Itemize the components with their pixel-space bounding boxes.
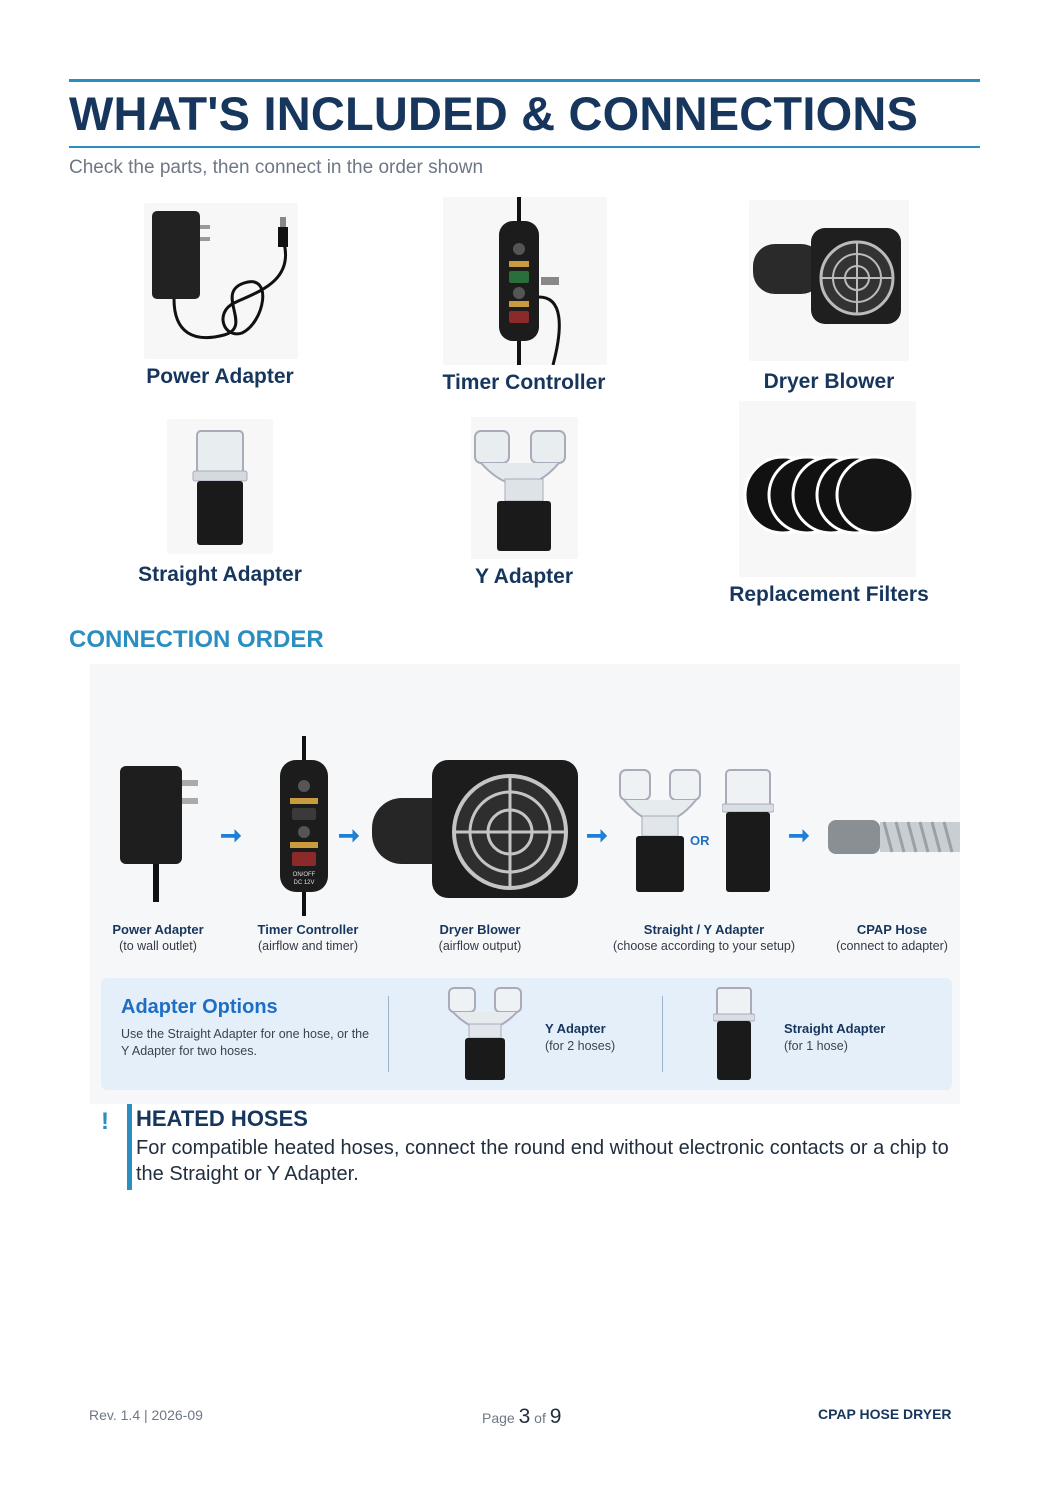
header-rule-top bbox=[69, 79, 980, 82]
page-total: 9 bbox=[549, 1405, 562, 1428]
step-desc: (connect to adapter) bbox=[836, 939, 948, 953]
page-subtitle: Check the parts, then connect in the order shown bbox=[69, 157, 484, 178]
diagram-cpap-hose-icon bbox=[826, 814, 960, 860]
controller-onoff-text: ON/OFF bbox=[292, 872, 316, 878]
note-bar bbox=[127, 1104, 132, 1190]
diagram-y-adapter-icon bbox=[618, 768, 706, 894]
page-title: WHAT'S INCLUDED & CONNECTIONS bbox=[69, 87, 919, 140]
page-of: of bbox=[534, 1410, 546, 1426]
adapter-options-desc: Use the Straight Adapter for one hose, or the Y Adapter for two hoses. bbox=[121, 1027, 370, 1058]
step-name: Dryer Blower bbox=[439, 922, 521, 937]
part-label-power-adapter: Power Adapter bbox=[146, 365, 294, 388]
diagram-straight-adapter-icon bbox=[722, 768, 774, 894]
page-word: Page bbox=[482, 1410, 515, 1426]
part-label-straight-adapter: Straight Adapter bbox=[138, 563, 302, 586]
straight-adapter-icon bbox=[167, 419, 273, 554]
option-y-adapter-icon bbox=[447, 986, 523, 1082]
step-name: Timer Controller bbox=[257, 922, 359, 937]
step-desc: (airflow output) bbox=[438, 939, 522, 953]
replacement-filters-icon bbox=[739, 401, 916, 577]
diagram-dryer-blower-icon bbox=[372, 754, 582, 914]
option-straight-desc: (for 1 hose) bbox=[784, 1039, 848, 1053]
controller-dc-text: DC 12V bbox=[293, 880, 315, 886]
adapter-options-title: Adapter Options bbox=[121, 996, 278, 1018]
step-name: Power Adapter bbox=[112, 922, 204, 937]
step-name: Straight / Y Adapter bbox=[643, 922, 765, 937]
flow-arrow-4: ➞ bbox=[788, 820, 810, 850]
or-label: OR bbox=[690, 833, 710, 848]
step-adapter bbox=[613, 922, 795, 953]
diagram-power-adapter-icon bbox=[116, 762, 206, 902]
step-desc: (choose according to your setup) bbox=[612, 939, 796, 953]
dryer-blower-icon bbox=[749, 200, 909, 361]
page-current: 3 bbox=[518, 1405, 531, 1428]
step-desc: (to wall outlet) bbox=[119, 939, 197, 953]
option-straight-adapter-icon bbox=[713, 986, 755, 1082]
step-power-adapter bbox=[112, 922, 203, 953]
flow-arrow-3: ➞ bbox=[586, 820, 608, 850]
warning-icon: ! bbox=[101, 1108, 109, 1135]
footer-revision: Rev. 1.4 | 2026-09 bbox=[89, 1407, 203, 1423]
flow-arrow-2: ➞ bbox=[338, 820, 360, 850]
step-name: CPAP Hose bbox=[856, 922, 928, 937]
connection-diagram bbox=[90, 664, 960, 1104]
step-desc: (airflow and timer) bbox=[257, 939, 359, 953]
note-title: HEATED HOSES bbox=[136, 1106, 308, 1131]
part-label-timer-controller: Timer Controller bbox=[442, 371, 606, 394]
option-y-name: Y Adapter bbox=[545, 1021, 606, 1036]
footer-page-number bbox=[482, 1405, 561, 1429]
option-y-desc: (for 2 hoses) bbox=[545, 1039, 616, 1053]
connection-order-heading: CONNECTION ORDER bbox=[69, 626, 324, 653]
option-straight-name: Straight Adapter bbox=[784, 1021, 886, 1036]
footer-product-name: CPAP HOSE DRYER bbox=[818, 1406, 952, 1422]
part-label-dryer-blower: Dryer Blower bbox=[763, 370, 895, 393]
timer-controller-icon bbox=[443, 197, 607, 365]
step-timer-controller bbox=[258, 922, 359, 953]
power-adapter-icon bbox=[144, 203, 298, 359]
flow-arrow-1: ➞ bbox=[220, 820, 242, 850]
y-adapter-icon bbox=[471, 417, 578, 559]
step-dryer-blower bbox=[439, 922, 522, 953]
adapter-options-panel bbox=[101, 978, 952, 1090]
note-body: For compatible heated hoses, connect the round end without electronic contacts or a chip to the Straight or Y Adapter. bbox=[136, 1137, 949, 1185]
options-divider bbox=[388, 996, 389, 1072]
part-label-replacement-filters: Replacement Filters bbox=[729, 583, 929, 606]
header-rule-bottom bbox=[69, 146, 980, 148]
part-label-y-adapter: Y Adapter bbox=[474, 565, 574, 588]
options-divider bbox=[662, 996, 663, 1072]
step-cpap-hose bbox=[836, 922, 948, 953]
diagram-timer-controller-icon bbox=[276, 736, 332, 916]
